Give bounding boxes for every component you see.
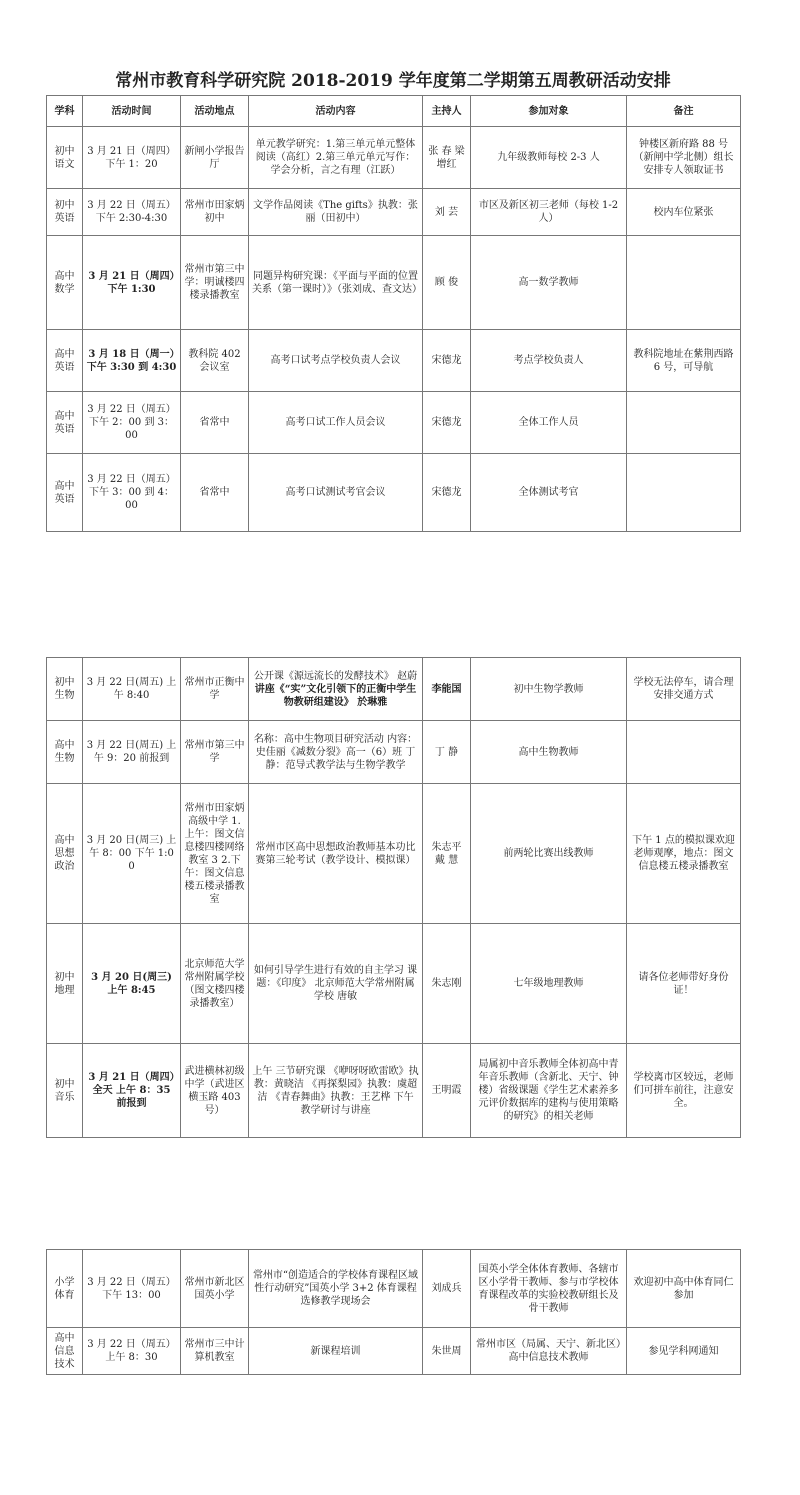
cell-subject: 高中信息技术 [47, 1328, 83, 1375]
cell-audience: 七年级地理教师 [471, 924, 627, 1044]
cell-host: 宋德龙 [423, 330, 471, 392]
cell-subject: 高中英语 [47, 392, 83, 454]
header-place: 活动地点 [181, 96, 249, 127]
content-talk: 讲座《“实”文化引领下的正衡中学生物教研组建设》 於琳雅 [254, 683, 417, 708]
cell-time: 3 月 21 日（周四）下午 1：20 [83, 127, 181, 189]
cell-time: 3 月 22 日（周五）上午 8：30 [83, 1328, 181, 1375]
cell-content: 单元教学研究：1.第三单元单元整体阅读（高红）2.第三单元单元写作：学会分析，言之有理（江跃） [249, 127, 423, 189]
cell-note: 欢迎初中高中体育同仁参加 [627, 1250, 741, 1328]
cell-note [627, 236, 741, 330]
cell-place: 常州市三中计算机教室 [181, 1328, 249, 1375]
cell-time: 3 月 22 日（周五）下午 2:30-4:30 [83, 189, 181, 236]
cell-place: 省常中 [181, 392, 249, 454]
cell-place: 新闸小学报告厅 [181, 127, 249, 189]
cell-host: 朱世周 [423, 1328, 471, 1375]
table-row [47, 330, 741, 392]
cell-content: 名称：高中生物项目研究活动 内容：史佳丽《减数分裂》高一（6）班 丁静：范导式教学法与生物学教学 [249, 721, 423, 784]
cell-content: 文学作品阅读《The gifts》执教：张丽（田初中） [249, 189, 423, 236]
cell-subject: 初中语文 [47, 127, 83, 189]
cell-content: 高考口试工作人员会议 [249, 392, 423, 454]
schedule-table-1 [46, 95, 741, 532]
header-host: 主持人 [423, 96, 471, 127]
table-row [47, 392, 741, 454]
cell-place: 常州市第三中学 [181, 721, 249, 784]
cell-host: 宋德龙 [423, 392, 471, 454]
cell-subject: 小学体育 [47, 1250, 83, 1328]
content-lecture: 公开课《源远流长的发酵技术》 赵蔚 [253, 670, 418, 682]
table-row [47, 454, 741, 532]
cell-time: 3 月 20 日(周三) 上午 8：00 下午 1:00 [83, 784, 181, 924]
header-content: 活动内容 [249, 96, 423, 127]
cell-note: 下午 1 点的模拟课欢迎老师观摩，地点：图文信息楼五楼录播教室 [627, 784, 741, 924]
cell-time: 3 月 21 日（周四）下午 1:30 [83, 236, 181, 330]
cell-subject: 初中地理 [47, 924, 83, 1044]
cell-host: 刘 芸 [423, 189, 471, 236]
table-row [47, 658, 741, 721]
cell-content: 同题异构研究课：《平面与平面的位置关系（第一课时）》（张刘成、查文达） [249, 236, 423, 330]
table-row [47, 236, 741, 330]
cell-content: 新课程培训 [249, 1328, 423, 1375]
schedule-table-2 [46, 657, 741, 1138]
cell-time: 3 月 22 日（周五）下午 2：00 到 3：00 [83, 392, 181, 454]
cell-content [249, 658, 423, 721]
cell-audience: 全体测试考官 [471, 454, 627, 532]
cell-place: 常州市第三中学：明诚楼四楼录播教室 [181, 236, 249, 330]
cell-note: 参见学科网通知 [627, 1328, 741, 1375]
cell-time: 3 月 20 日(周三) 上午 8:45 [83, 924, 181, 1044]
page-title: 常州市教育科学研究院 2018-2019 学年度第二学期第五周教研活动安排 [115, 71, 671, 91]
table-row [47, 721, 741, 784]
cell-subject: 高中思想政治 [47, 784, 83, 924]
cell-content: 常州市区高中思想政治教师基本功比赛第三轮考试（教学设计、模拟课） [249, 784, 423, 924]
table-row [47, 189, 741, 236]
cell-time: 3 月 22 日（周五）下午 13：00 [83, 1250, 181, 1328]
header-note: 备注 [627, 96, 741, 127]
cell-content: 常州市“创造适合的学校体育课程区域性行动研究”国英小学 3+2 体育课程选修教学现场会 [249, 1250, 423, 1328]
cell-time: 3 月 22 日（周五）下午 3：00 到 4：00 [83, 454, 181, 532]
schedule-table-3 [46, 1249, 741, 1375]
cell-host: 朱志平 戴 慧 [423, 784, 471, 924]
cell-host: 李能国 [423, 658, 471, 721]
cell-subject: 初中英语 [47, 189, 83, 236]
cell-place: 常州市正衡中学 [181, 658, 249, 721]
cell-note: 请各位老师带好身份证！ [627, 924, 741, 1044]
header-row [47, 96, 741, 127]
cell-content: 如何引导学生进行有效的自主学习 课题：《印度》 北京师范大学常州附属学校 唐敏 [249, 924, 423, 1044]
cell-place: 常州市田家炳高级中学 1.上午：图文信息楼四楼网络教室 3 2.下午：图文信息楼五楼录播教室 [181, 784, 249, 924]
cell-subject: 初中生物 [47, 658, 83, 721]
cell-audience: 常州市区（局属、天宁、新北区）高中信息技术教师 [471, 1328, 627, 1375]
cell-audience: 高中生物教师 [471, 721, 627, 784]
cell-place: 北京师范大学常州附属学校（图文楼四楼录播教室） [181, 924, 249, 1044]
cell-subject: 高中生物 [47, 721, 83, 784]
cell-host: 宋德龙 [423, 454, 471, 532]
table-row [47, 1250, 741, 1328]
cell-place: 武进横林初级中学（武进区横玉路 403 号） [181, 1044, 249, 1138]
cell-host: 王明霞 [423, 1044, 471, 1138]
cell-note [627, 392, 741, 454]
cell-content: 高考口试考点学校负责人会议 [249, 330, 423, 392]
cell-content: 上午 三节研究课 《咿呀呀欧雷欧》执教：黄晓洁 《再探梨园》执教：虞超洁 《青春舞曲》执教：王艺桦 下午 教学研讨与讲座 [249, 1044, 423, 1138]
cell-host: 张 春 梁增红 [423, 127, 471, 189]
table-row [47, 784, 741, 924]
cell-host: 顾 俊 [423, 236, 471, 330]
cell-audience: 九年级教师每校 2-3 人 [471, 127, 627, 189]
cell-audience: 初中生物学教师 [471, 658, 627, 721]
cell-note: 学校离市区较远，老师们可拼车前往，注意安全。 [627, 1044, 741, 1138]
cell-place: 教科院 402 会议室 [181, 330, 249, 392]
cell-subject: 高中英语 [47, 454, 83, 532]
cell-subject: 初中音乐 [47, 1044, 83, 1138]
cell-time: 3 月 18 日（周一）下午 3:30 到 4:30 [83, 330, 181, 392]
cell-audience: 高一数学教师 [471, 236, 627, 330]
cell-place: 常州市田家炳初中 [181, 189, 249, 236]
cell-audience: 局属初中音乐教师全体初高中青年音乐教师（含新北、天宁、钟楼）省级课题《学生艺术素养多元评价数据库的建构与使用策略的研究》的相关老师 [471, 1044, 627, 1138]
cell-audience: 考点学校负责人 [471, 330, 627, 392]
cell-note: 教科院地址在紫荆西路 6 号，可导航 [627, 330, 741, 392]
cell-place: 省常中 [181, 454, 249, 532]
cell-time: 3 月 22 日(周五) 上午 8:40 [83, 658, 181, 721]
cell-place: 常州市新北区国英小学 [181, 1250, 249, 1328]
cell-time: 3 月 21 日（周四）全天 上午 8：35 前报到 [83, 1044, 181, 1138]
cell-subject: 高中英语 [47, 330, 83, 392]
cell-note: 钟楼区新府路 88 号（新闸中学北侧）组长安排专人领取证书 [627, 127, 741, 189]
table-row [47, 127, 741, 189]
cell-audience: 全体工作人员 [471, 392, 627, 454]
cell-audience: 国英小学全体体育教师、各辖市区小学骨干教师、参与市学校体育课程改革的实验校教研组长及骨干教师 [471, 1250, 627, 1328]
cell-host: 朱志刚 [423, 924, 471, 1044]
header-time: 活动时间 [83, 96, 181, 127]
table-row [47, 1328, 741, 1375]
cell-subject: 高中数学 [47, 236, 83, 330]
table-row [47, 924, 741, 1044]
cell-note [627, 454, 741, 532]
cell-time: 3 月 22 日(周五) 上午 9：20 前报到 [83, 721, 181, 784]
cell-note [627, 721, 741, 784]
cell-audience: 市区及新区初三老师（每校 1-2 人） [471, 189, 627, 236]
cell-note: 校内车位紧张 [627, 189, 741, 236]
header-audience: 参加对象 [471, 96, 627, 127]
cell-audience: 前两轮比赛出线教师 [471, 784, 627, 924]
table-row [47, 1044, 741, 1138]
cell-host: 刘成兵 [423, 1250, 471, 1328]
cell-note: 学校无法停车，请合理安排交通方式 [627, 658, 741, 721]
header-subject: 学科 [47, 96, 83, 127]
cell-content: 高考口试测试考官会议 [249, 454, 423, 532]
cell-host: 丁 静 [423, 721, 471, 784]
